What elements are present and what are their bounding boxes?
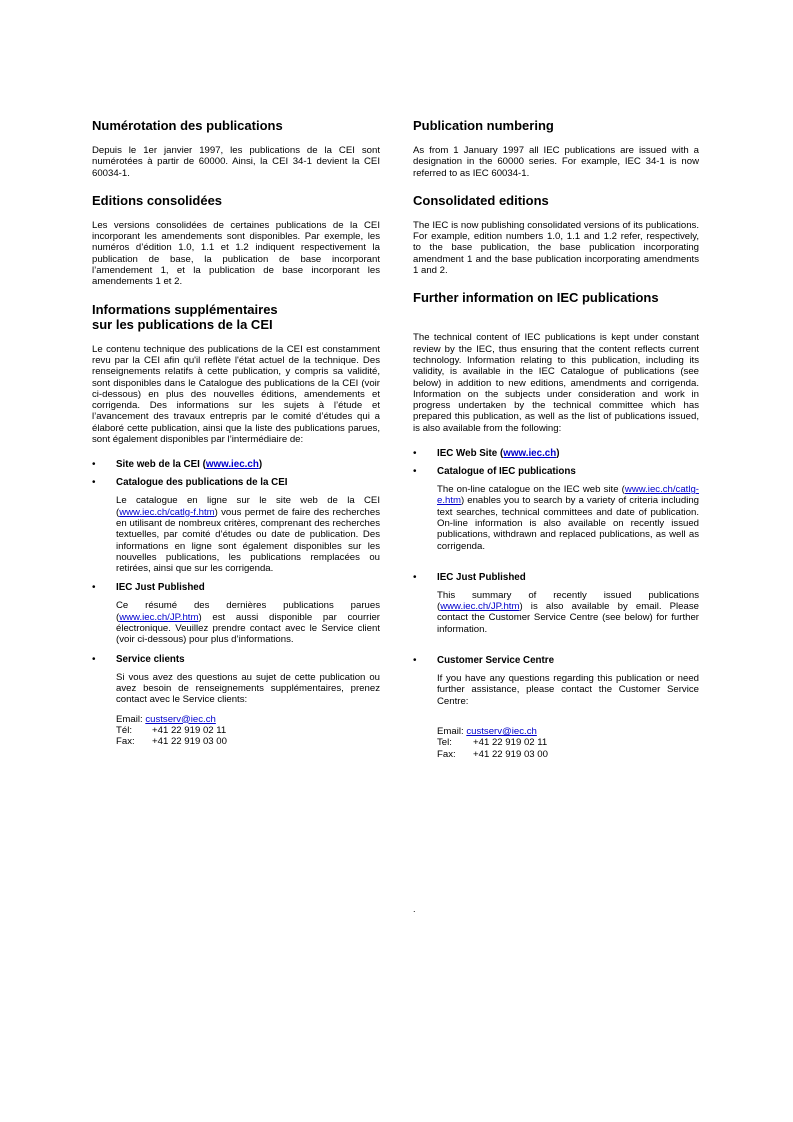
fr-section-consolidated — [92, 193, 380, 288]
bullet-icon: • — [413, 448, 417, 460]
french-column — [92, 118, 380, 747]
en-just-published-link[interactable]: www.iec.ch/JP.htm — [440, 601, 520, 613]
en-customer-service-text: If you have any questions regarding this publication or need further assistance, please contact the Customer Service Centre: — [437, 673, 699, 707]
fr-resource-list — [92, 459, 380, 747]
en-website-label: IEC Web Site ( — [437, 448, 504, 460]
fr-catalogue-text-pre: Le catalogue en ligne sur le site web de la CEI ( — [116, 495, 380, 518]
fr-numbering-text: Depuis le 1er janvier 1997, les publications de la CEI sont numérotées à partir de 60000. Ainsi, la CEI 34-1 devient la CEI 60034-1. — [92, 145, 380, 179]
fr-customer-service-text: Si vous avez des questions au sujet de cette publication ou avez besoin de renseignements supplémentaires, prenez contact avec le Service clients: — [116, 671, 380, 706]
fr-catalogue-text — [116, 495, 380, 574]
en-contact-block — [437, 726, 699, 760]
fr-website-title — [116, 459, 380, 471]
bullet-icon: • — [413, 571, 417, 583]
bullet-icon: • — [92, 459, 96, 471]
en-further-info-text: The technical content of IEC publications is kept under constant review by the IEC, thus ensuring that the content reflects current technology. Information relating to this publication, including its validity, is available in the IEC Catalogue of publications (see below) in addition to new editions, amendments and corrigenda. Information on the subjects under consideration and work in progress undertaken by the technical committee which has prepared this publication, as well as the list of publications issued, is also available from the following: — [413, 332, 699, 434]
bullet-icon: • — [92, 477, 96, 489]
fr-email-row — [116, 714, 380, 725]
fr-just-published-title: IEC Just Published — [116, 582, 205, 594]
fr-section-further-info — [92, 302, 380, 446]
en-section-consolidated — [413, 193, 699, 276]
en-section-numbering — [413, 118, 699, 179]
en-just-published-text — [437, 590, 699, 635]
en-catalogue-link[interactable]: www.iec.ch/catlg-e.htm — [437, 484, 699, 507]
fr-list-item-website — [92, 459, 380, 471]
fr-customer-service-title: Service clients — [116, 653, 185, 665]
fr-email-label: Email: — [116, 713, 143, 725]
fr-contact-block — [116, 714, 380, 748]
en-catalogue-text — [437, 484, 699, 552]
en-fax-value: +41 22 919 03 00 — [473, 748, 548, 760]
fr-website-paren: ) — [258, 459, 263, 471]
fr-tel-row — [116, 725, 380, 736]
en-list-item-just-published — [413, 572, 699, 635]
english-column — [413, 118, 699, 760]
en-just-published-title: IEC Just Published — [437, 571, 526, 583]
fr-catalogue-link[interactable]: www.iec.ch/catlg-f.htm — [119, 506, 215, 518]
fr-fax-row — [116, 736, 380, 747]
fr-catalogue-title: Catalogue des publications de la CEI — [116, 477, 288, 489]
fr-just-published-text-post: ) est aussi disponible par courrier électronique. Veuillez prendre contact avec le Service client (voir ci-dessous) pour plus d’informations. — [116, 611, 380, 646]
en-fax-label: Fax: — [437, 748, 456, 760]
en-customer-service-title: Customer Service Centre — [437, 655, 555, 667]
en-email-link[interactable]: custserv@iec.ch — [466, 725, 537, 737]
fr-further-info-text: Le contenu technique des publications de la CEI est constamment revu par la CEI afin qu'il reflète l'état actuel de la technique. Des renseignements relatifs à cette publication, y compris sa validité, sont disponibles dans le Catalogue des publications de la CEI (voir ci-dessous) en plus des nouvelles éditions, amendements et corrigenda. Des informations sur les sujets à l’étude et l’avancement des travaux entrepris par le comité d’études qui a élaboré cette publication, ainsi que la liste des publications parues, sont également disponibles par l’intermédiaire de: — [92, 343, 380, 446]
en-list-item-customer-service — [413, 655, 699, 760]
en-section-further-info — [413, 290, 699, 434]
fr-just-published-text — [116, 600, 380, 645]
bullet-icon: • — [413, 655, 417, 667]
en-numbering-heading: Publication numbering — [413, 118, 554, 133]
en-catalogue-text-post: ) enables you to search by a variety of criteria including text searches, technical committees and date of publication. On-line information is also available on recently issued publications, withdrawn and replaced publications, as well as corrigenda. — [437, 495, 699, 552]
fr-fax-value: +41 22 919 03 00 — [152, 736, 227, 748]
en-tel-label: Tel: — [437, 737, 452, 749]
en-consolidated-text: The IEC is now publishing consolidated versions of its publications. For example, edition numbers 1.0, 1.1 and 1.2 refer, respectively, to the base publication, the base publication incorporating amendment 1 and the base publication incorporating amendments 1 and 2. — [413, 219, 699, 277]
en-list-item-catalogue — [413, 466, 699, 552]
en-just-published-text-post: ) is also available by email. Please contact the Customer Service Centre (see below) for further information. — [437, 601, 699, 635]
fr-website-label: Site web de la CEI ( — [116, 459, 206, 471]
fr-list-item-customer-service — [92, 654, 380, 748]
fr-numbering-heading: Numérotation des publications — [92, 118, 283, 133]
fr-tel-value: +41 22 919 02 11 — [152, 724, 227, 736]
en-just-published-text-pre: This summary of recently issued publications ( — [437, 589, 699, 613]
en-numbering-text: As from 1 January 1997 all IEC publications are issued with a designation in the 60000 series. For example, IEC 34-1 is now referred to as IEC 60034-1. — [413, 145, 699, 179]
en-website-link[interactable]: www.iec.ch — [503, 448, 557, 460]
fr-just-published-link[interactable]: www.iec.ch/JP.htm — [119, 611, 199, 623]
fr-fax-label: Fax: — [116, 736, 135, 748]
fr-list-item-catalogue — [92, 477, 380, 574]
fr-consolidated-text: Les versions consolidées de certaines publications de la CEI incorporant les amendements sont disponibles. Par exemple, les numéros d’édition 1.0, 1.1 et 1.2 indiquent respectivement la publication de base, la publication de base incorporant l’amendement 1, et la publication de base incorporant les amendements 1 et 2. — [92, 219, 380, 288]
en-resource-list — [413, 448, 699, 760]
en-list-item-website — [413, 448, 699, 460]
fr-consolidated-heading: Editions consolidées — [92, 192, 223, 208]
en-email-row — [437, 726, 699, 737]
en-email-label: Email: — [437, 725, 464, 737]
fr-section-numbering — [92, 118, 380, 179]
fr-further-info-heading-line2: sur les publications de la CEI — [92, 316, 273, 332]
stray-dot: . — [413, 904, 416, 914]
bullet-icon: • — [92, 653, 96, 665]
en-catalogue-title: Catalogue of IEC publications — [437, 466, 576, 478]
en-fax-row — [437, 749, 699, 760]
fr-further-info-heading-line1: Informations supplémentaires — [92, 301, 278, 317]
en-website-title — [437, 448, 699, 460]
en-consolidated-heading: Consolidated editions — [413, 192, 549, 208]
fr-list-item-just-published — [92, 582, 380, 645]
bullet-icon: • — [92, 582, 96, 594]
bullet-icon: • — [413, 466, 417, 478]
fr-tel-label: Tél: — [116, 724, 132, 736]
fr-catalogue-text-post: ) vous permet de faire des recherches en utilisant de nombreux critères, comprenant des recherches textuelles, par comité d’études ou date de publication. Des informations en ligne sont également disponibles sur les nouvelles publications, les publications remplacées ou retirées, ainsi que sur les corrigenda. — [116, 506, 380, 575]
fr-website-link[interactable]: www.iec.ch — [205, 459, 259, 471]
fr-email-link[interactable]: custserv@iec.ch — [145, 713, 216, 725]
en-website-paren: ) — [556, 448, 560, 460]
en-tel-value: +41 22 919 02 11 — [473, 737, 548, 749]
en-tel-row — [437, 737, 699, 748]
en-catalogue-text-pre: The on-line catalogue on the IEC web site ( — [437, 484, 625, 496]
fr-further-info-heading — [92, 302, 380, 332]
fr-just-published-text-pre: Ce résumé des dernières publications parues ( — [116, 600, 380, 623]
en-further-info-heading: Further information on IEC publications — [413, 290, 659, 306]
